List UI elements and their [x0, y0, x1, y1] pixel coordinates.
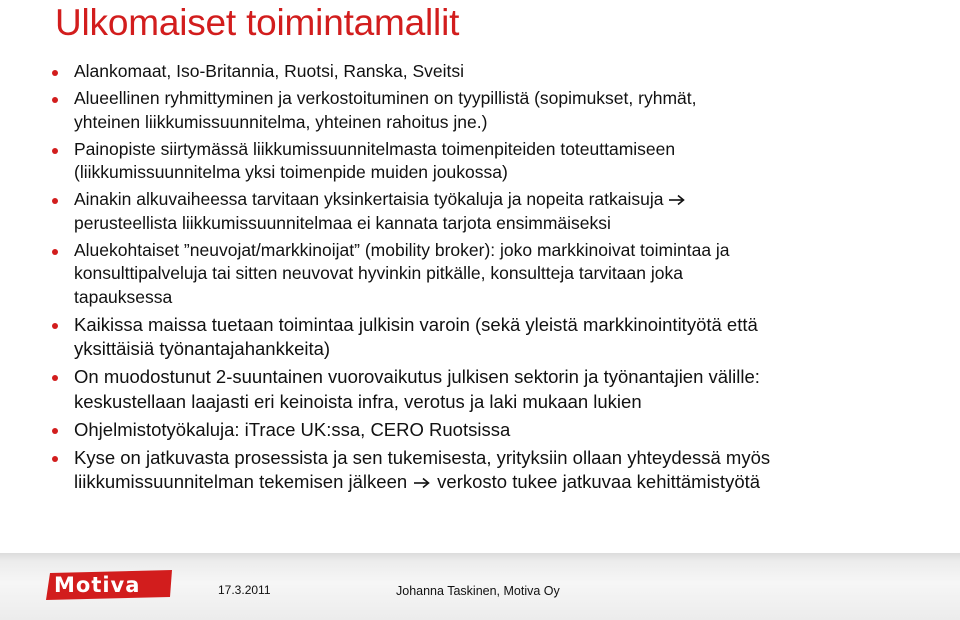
bullet-list — [52, 60, 932, 498]
footer-author: Johanna Taskinen, Motiva Oy — [396, 584, 560, 598]
motiva-logo — [44, 570, 176, 600]
bullet-dot-icon — [52, 428, 58, 434]
bullet-line: On muodostunut 2-suuntainen vuorovaikutus julkisen sektorin ja työnantajien välille: — [74, 366, 760, 387]
bullet-item — [52, 138, 932, 185]
bullet-line-text: Ainakin alkuvaiheessa tarvitaan yksinkertaisia työkaluja ja nopeita ratkaisuja — [74, 189, 664, 209]
bullet-item — [52, 60, 932, 84]
bullet-dot-icon — [52, 198, 58, 204]
bullet-line: yhteinen liikkumissuunnitelma, yhteinen rahoitus jne.) — [74, 111, 488, 132]
bullet-item — [52, 239, 932, 310]
bullet-line: Alankomaat, Iso-Britannia, Ruotsi, Ranska, Sveitsi — [74, 61, 465, 81]
bullet-line: yksittäisiä työnantajahankkeita) — [74, 338, 331, 359]
bullet-line: Kaikissa maissa tuetaan toimintaa julkisin varoin (sekä yleistä markkinointityötä että — [74, 313, 758, 335]
right-arrow-icon — [668, 194, 686, 206]
bullet-line: perusteellista liikkumissuunnitelmaa ei kannata tarjota ensimmäiseksi — [74, 212, 611, 233]
bullet-line-with-arrow — [74, 188, 932, 212]
bullet-line: Alueellinen ryhmittyminen ja verkostoituminen on tyypillistä (sopimukset, ryhmät, — [74, 88, 697, 108]
bullet-line: Ohjelmistotyökaluja: iTrace UK:ssa, CERO Ruotsissa — [74, 418, 511, 440]
bullet-line-text: liikkumissuunnitelman tekemisen jälkeen — [74, 471, 408, 492]
bullet-line: Aluekohtaiset ”neuvojat/markkinoijat” (mobility broker): joko markkinoivat toimintaa ja — [74, 239, 730, 260]
bullet-dot-icon — [52, 249, 58, 255]
bullet-line-with-arrow — [74, 470, 932, 495]
bullet-line: konsulttipalveluja tai sitten neuvovat hyvinkin pitkälle, konsultteja tarvitaan joka — [74, 263, 683, 283]
bullet-line: keskustellaan laajasti eri keinoista infra, verotus ja laki mukaan lukien — [74, 390, 642, 412]
bullet-line: Kyse on jatkuvasta prosessista ja sen tukemisesta, yrityksiin ollaan yhteydessä myös — [74, 446, 771, 468]
bullet-dot-icon — [52, 70, 58, 76]
bullet-item — [52, 365, 932, 414]
bullet-line: Painopiste siirtymässä liikkumissuunnitelmasta toimenpiteiden toteuttamiseen — [74, 138, 676, 159]
bullet-item — [52, 313, 932, 362]
bullet-dot-icon — [52, 375, 58, 381]
bullet-item — [52, 446, 932, 495]
bullet-line-text: verkosto tukee jatkuvaa kehittämistyötä — [437, 471, 761, 492]
bullet-item — [52, 87, 932, 134]
bullet-dot-icon — [52, 323, 58, 329]
footer-date: 17.3.2011 — [218, 583, 271, 597]
bullet-dot-icon — [52, 148, 58, 154]
bullet-item — [52, 188, 932, 235]
slide-title: Ulkomaiset toimintamallit — [55, 2, 460, 43]
bullet-dot-icon — [52, 97, 58, 103]
bullet-dot-icon — [52, 456, 58, 462]
bullet-line: (liikkumissuunnitelma yksi toimenpide muiden joukossa) — [74, 162, 508, 182]
logo-text: Motiva — [54, 573, 141, 597]
bullet-line: tapauksessa — [74, 286, 173, 307]
bullet-item — [52, 418, 932, 443]
footer-bar — [0, 553, 960, 620]
right-arrow-icon — [413, 477, 431, 489]
